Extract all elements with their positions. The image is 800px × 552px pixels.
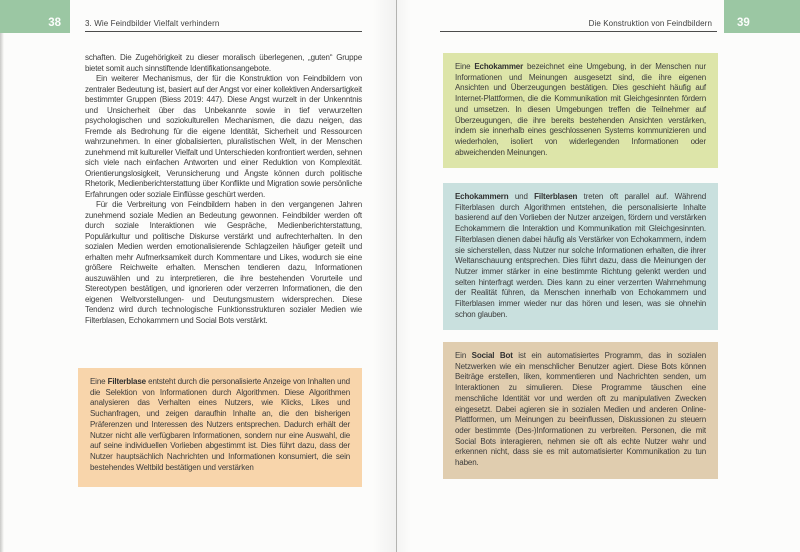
infobox-echokammer: [443, 53, 718, 168]
page-number-box-right: [724, 0, 800, 33]
head-rule-right: [440, 31, 717, 32]
paragraph: schaften. Die Zugehörigkeit zu dieser moralisch überlegenen, „guten“ Gruppe bietet somit auch sinnstiftende Identifikationsangebote.: [85, 53, 362, 73]
running-head-right: Die Konstruktion von Feindbildern: [588, 19, 712, 28]
page-number-right: 39: [737, 17, 750, 29]
infobox-echokammern-filterblasen: [443, 183, 718, 330]
infobox-text: Eine: [455, 62, 475, 71]
page-number-box-left: [0, 0, 70, 33]
paragraph: Für die Verbreitung von Feindbildern haben in den vergangenen Jahren zunehmend soziale Medien an Bedeutung gewonnen. Feindbilder werden oft durch soziale Interaktionen wie Gespräche, Medienberichterstattung, Populärkultur und politische Diskurse verstärkt und aufrechterhalten. In den sozialen Medien werden emotionalisierende Schlagzeilen häufiger geteilt und erhalten mehr Aufmerksamkeit durch Kommentare und Likes, wodurch sie eine größere Reichweite erhalten. Menschen tendieren dazu, Informationen auszuwählen und zu interpretieren, die ihre bestehenden Vorurteile und Stereotypen bestätigen, und ignorieren oder verzerren Informationen, die den eigenen Weltvorstellungen- und Deutungsmustern widersprechen. Diese Tendenz wird durch technologische Funktionsstrukturen sozialer Medien wie Filterblasen, Echokammern und Social Bots verstärkt.: [85, 200, 362, 325]
infobox-term: Filterblase: [107, 377, 146, 386]
infobox-filterblase: [78, 368, 362, 487]
infobox-social-bot: [443, 342, 718, 479]
page-number-left: 38: [48, 17, 61, 29]
infobox-term: Social Bot: [471, 351, 513, 360]
infobox-text: und: [508, 192, 535, 201]
running-head-left: 3. Wie Feindbilder Vielfalt verhindern: [85, 19, 220, 28]
head-rule-left: [85, 31, 362, 32]
photo-left-edge: [0, 0, 4, 552]
infobox-text: entsteht durch die personalisierte Anzeige von Inhalten und die Selektion von Informationen durch Algorithmen. Diese Algorithmen analysieren das Verhalten eines Nutzers, wie Klicks, Likes und Suchanfragen, und zeigen daraufhin Inhalte an, die den bisherigen Präferenzen und Interessen des Nutzers entsprechen. Dadurch erhält der Nutzer nicht alle verfügbaren Informationen, sondern nur eine Auswahl, die auf seine individuellen Vorlieben abgestimmt ist. Dies führt dazu, dass der Nutzer hauptsächlich Nachrichten und Informationen konsumiert, die sein bestehendes Weltbild bestätigen und verstärken: [90, 377, 350, 472]
page-gutter-shadow-right: [397, 0, 411, 552]
page-gutter-shadow: [372, 0, 396, 552]
paragraph: Ein weiterer Mechanismus, der für die Konstruktion von Feindbildern von zentraler Bedeutung ist, basiert auf der Angst vor einer kollektiven Andersartigkeit bestimmter Gruppen (Biess 2019: 447). Diese Angst wurzelt in der Unkenntnis und Unsicherheit über das Unbekannte sowie in tief verwurzelten psychologischen und soziokulturellen Mechanismen, die dazu neigen, das Fremde als Bedrohung für die eigene Identität, Sicherheit und Ressourcen wahrzunehmen. In einer globalisierten, pluralistischen Welt, in der Menschen zunehmend mit kultureller Vielfalt und Unterschieden konfrontiert werden, sehnen sich viele nach einfachen Antworten und einer Reduktion von Komplexität. Orientierungslosigkeit, Verunsicherung und Ängste können durch politische Rhetorik, Medienberichterstattung über Konflikte und Migration sowie persönliche Erfahrungen oder soziale Einflüsse geschürt werden.: [85, 74, 362, 199]
infobox-text: Ein: [455, 351, 472, 360]
infobox-text: bezeichnet eine Umgebung, in der Menschen nur Informationen und Meinungen ausgesetzt sind, die ihre eigenen Ansichten und Überzeugungen bestätigen. Dies geschieht häufig auf Internet-Plattformen, die die Kommunikation mit Gleichgesinnten fördern und umsetzen. In diesen Umgebungen treffen die Teilnehmer auf Überzeugungen, die ihre bereits bestehenden Ansichten verstärken, indem sie innerhalb eines geschlossenen Systems kommunizieren und wiederholen, isoliert von widerlegenden Informationen oder abweichenden Meinungen.: [455, 62, 706, 157]
infobox-term: Filterblasen: [534, 192, 578, 201]
infobox-term: Echokammern: [455, 192, 509, 201]
body-text-column: [85, 53, 362, 326]
infobox-text: Eine: [90, 377, 108, 386]
infobox-term: Echokammer: [474, 62, 524, 71]
infobox-text: treten oft parallel auf. Während Filterblasen durch Algorithmen entstehen, die personalisierte Inhalte basierend auf den Vorlieben der Nutzer anzeigen, fördern und verstärken Echokammern die Interaktion und Kommunikation mit Gleichgesinnten. Filterblasen dienen dabei häufig als Verstärker von Echokammern, indem sie sicherstellen, dass Nutzer nur solche Informationen erhalten, die ihrer Weltanschauung entsprechen. Dies führt dazu, dass die Meinungen der Nutzer immer stärker in eine bestimmte Richtung gelenkt werden und selten hinterfragt werden. Dies kann zu einer verzerrten Wahrnehmung der Realität führen, da Menschen innerhalb von Echokammern und Filterblasen immer wieder nur das hören und lesen, was sie ohnehin schon glauben.: [455, 192, 706, 319]
infobox-text: ist ein automatisiertes Programm, das in sozialen Netzwerken wie ein menschlicher Benutzer agiert. Diese Bots können Beiträge erstellen, liken, kommentieren und Nachrichten senden, um Interaktionen zu simulieren. Diese Programme täuschen eine menschliche Identität vor und werden oft zu manipulativen Zwecken eingesetzt. Dabei agieren sie in sozialen Medien und anderen Online-Plattformen, um Meinungen zu beeinflussen, Diskussionen zu steuern oder bestimmte (Des-)Informationen zu verbreiten. Personen, die mit Social Bots interagieren, nehmen sie oft als echte Nutzer wahr und erkennen nicht, dass sie es mit automatisierter Kommunikation zu tun haben.: [455, 351, 707, 468]
